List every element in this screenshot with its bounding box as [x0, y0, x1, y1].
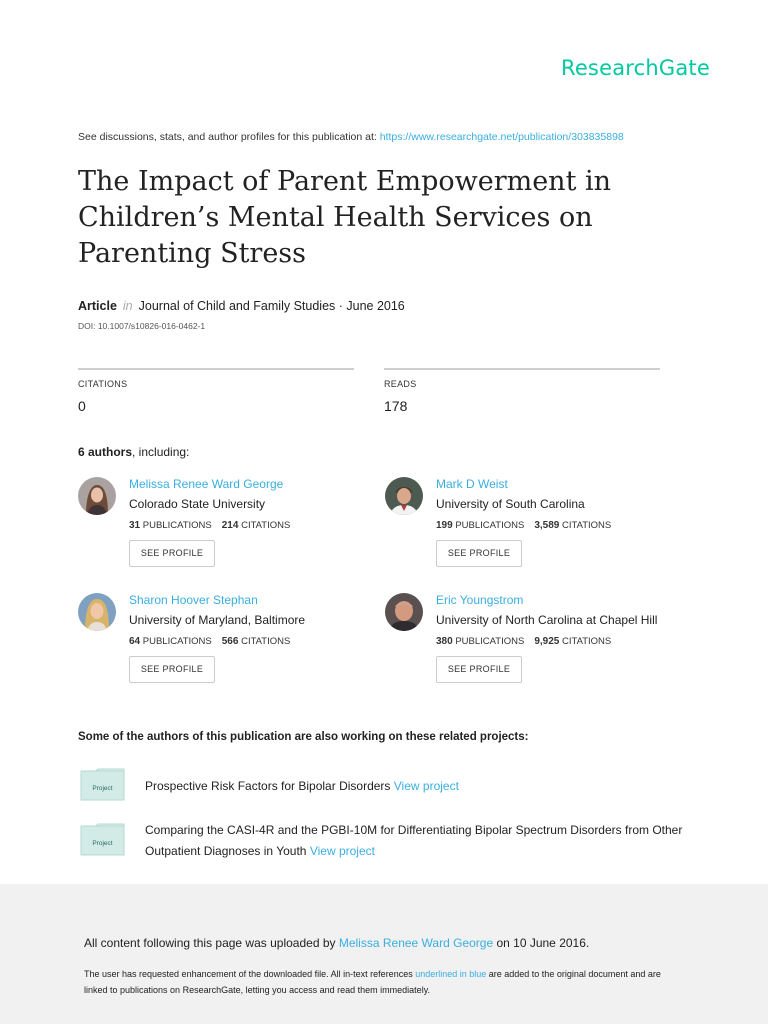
author-name-link[interactable]: Melissa Renee Ward George [129, 477, 284, 491]
project-title: Comparing the CASI-4R and the PGBI-10M for Differentiating Bipolar Spectrum Disorders from Other Outpatient Diagnoses in Youth [145, 823, 683, 858]
author-institution: University of South Carolina [436, 497, 585, 511]
see-profile-button[interactable]: SEE PROFILE [436, 656, 522, 683]
upload-notice [84, 936, 589, 950]
author-institution: University of North Carolina at Chapel Hill [436, 613, 658, 627]
enhancement-pre: The user has requested enhancement of the downloaded file. All in-text references [84, 969, 416, 979]
authors-suffix: , including: [132, 445, 190, 459]
see-profile-button[interactable]: SEE PROFILE [436, 540, 522, 567]
enhancement-notice [84, 966, 684, 998]
authors-heading [78, 445, 189, 459]
in-word: in [122, 299, 133, 313]
author-name-link[interactable]: Sharon Hoover Stephan [129, 593, 258, 607]
author-photo-icon [385, 477, 423, 515]
upload-footer [0, 884, 768, 1024]
author-card [385, 593, 685, 693]
citations-count: 566 [221, 636, 239, 647]
author-stats [436, 520, 611, 531]
project-icon-label: Project [92, 785, 113, 792]
publications-label: PUBLICATIONS [455, 636, 525, 647]
publications-count: 199 [436, 520, 453, 531]
reads-value: 178 [384, 398, 408, 414]
citations-label: CITATIONS [78, 379, 128, 389]
citations-label: CITATIONS [241, 520, 291, 531]
author-card [385, 477, 685, 577]
doi: DOI: 10.1007/s10826-016-0462-1 [78, 321, 206, 331]
publications-count: 31 [129, 520, 141, 531]
see-profile-button[interactable]: SEE PROFILE [129, 656, 215, 683]
author-name-link[interactable]: Eric Youngstrom [436, 593, 524, 607]
author-stats [129, 636, 290, 647]
author-card [78, 593, 378, 693]
author-photo-icon [78, 593, 116, 631]
citations-label: CITATIONS [561, 520, 612, 531]
article-meta [78, 299, 405, 313]
author-stats [436, 636, 611, 647]
avatar[interactable] [78, 477, 116, 515]
underlined-in-blue-text: underlined in blue [415, 969, 487, 979]
author-photo-icon [78, 477, 116, 515]
upload-notice-pre: All content following this page was uploaded by [84, 936, 339, 950]
view-project-link[interactable]: View project [309, 844, 375, 858]
article-type: Article [78, 299, 117, 313]
avatar[interactable] [385, 593, 423, 631]
discussion-text: See discussions, stats, and author profiles for this publication at: [78, 131, 380, 143]
upload-notice-post: on 10 June 2016. [493, 936, 590, 950]
publications-label: PUBLICATIONS [142, 520, 212, 531]
publications-count: 64 [129, 636, 141, 647]
avatar[interactable] [78, 593, 116, 631]
reads-stat [384, 368, 660, 414]
see-profile-button[interactable]: SEE PROFILE [129, 540, 215, 567]
authors-count: 6 authors [78, 445, 133, 459]
author-institution: Colorado State University [129, 497, 266, 511]
journal-name: Journal of Child and Family Studies · June 2016 [138, 299, 405, 313]
reads-label: READS [384, 379, 417, 389]
enhancement-post: are added to the original document and are linked to publications on ResearchGate, letting you access and read them immediately. [84, 969, 661, 995]
author-name-link[interactable]: Mark D Weist [436, 477, 508, 491]
project-folder-icon[interactable] [80, 823, 125, 856]
related-projects-heading: Some of the authors of this publication are also working on these related projects: [78, 731, 529, 743]
avatar[interactable] [385, 477, 423, 515]
uploader-link[interactable]: Melissa Renee Ward George [338, 936, 494, 950]
author-stats [129, 520, 290, 531]
page-title: The Impact of Parent Empowerment in Children’s Mental Health Services on Parenting Stress [78, 166, 612, 269]
citations-label: CITATIONS [561, 636, 612, 647]
discussion-line [78, 131, 624, 143]
author-photo-icon [385, 593, 423, 631]
citations-count: 3,589 [534, 520, 560, 531]
publications-label: PUBLICATIONS [455, 520, 525, 531]
project-title: Prospective Risk Factors for Bipolar Disorders [145, 779, 391, 793]
citations-value: 0 [78, 398, 86, 414]
citations-label: CITATIONS [241, 636, 291, 647]
project-icon-label: Project [92, 840, 113, 847]
citations-count: 9,925 [534, 636, 560, 647]
publications-count: 380 [436, 636, 453, 647]
author-card [78, 477, 378, 577]
publication-url-link[interactable]: https://www.researchgate.net/publication/303835898 [379, 131, 624, 143]
citations-count: 214 [221, 520, 239, 531]
researchgate-logo[interactable]: ResearchGate [560, 56, 710, 80]
project-folder-icon[interactable] [80, 768, 125, 801]
citations-stat [78, 368, 354, 414]
publications-label: PUBLICATIONS [142, 636, 212, 647]
author-institution: University of Maryland, Baltimore [129, 613, 306, 627]
project-text [145, 820, 705, 862]
view-project-link[interactable]: View project [393, 779, 459, 793]
project-text [145, 776, 705, 797]
